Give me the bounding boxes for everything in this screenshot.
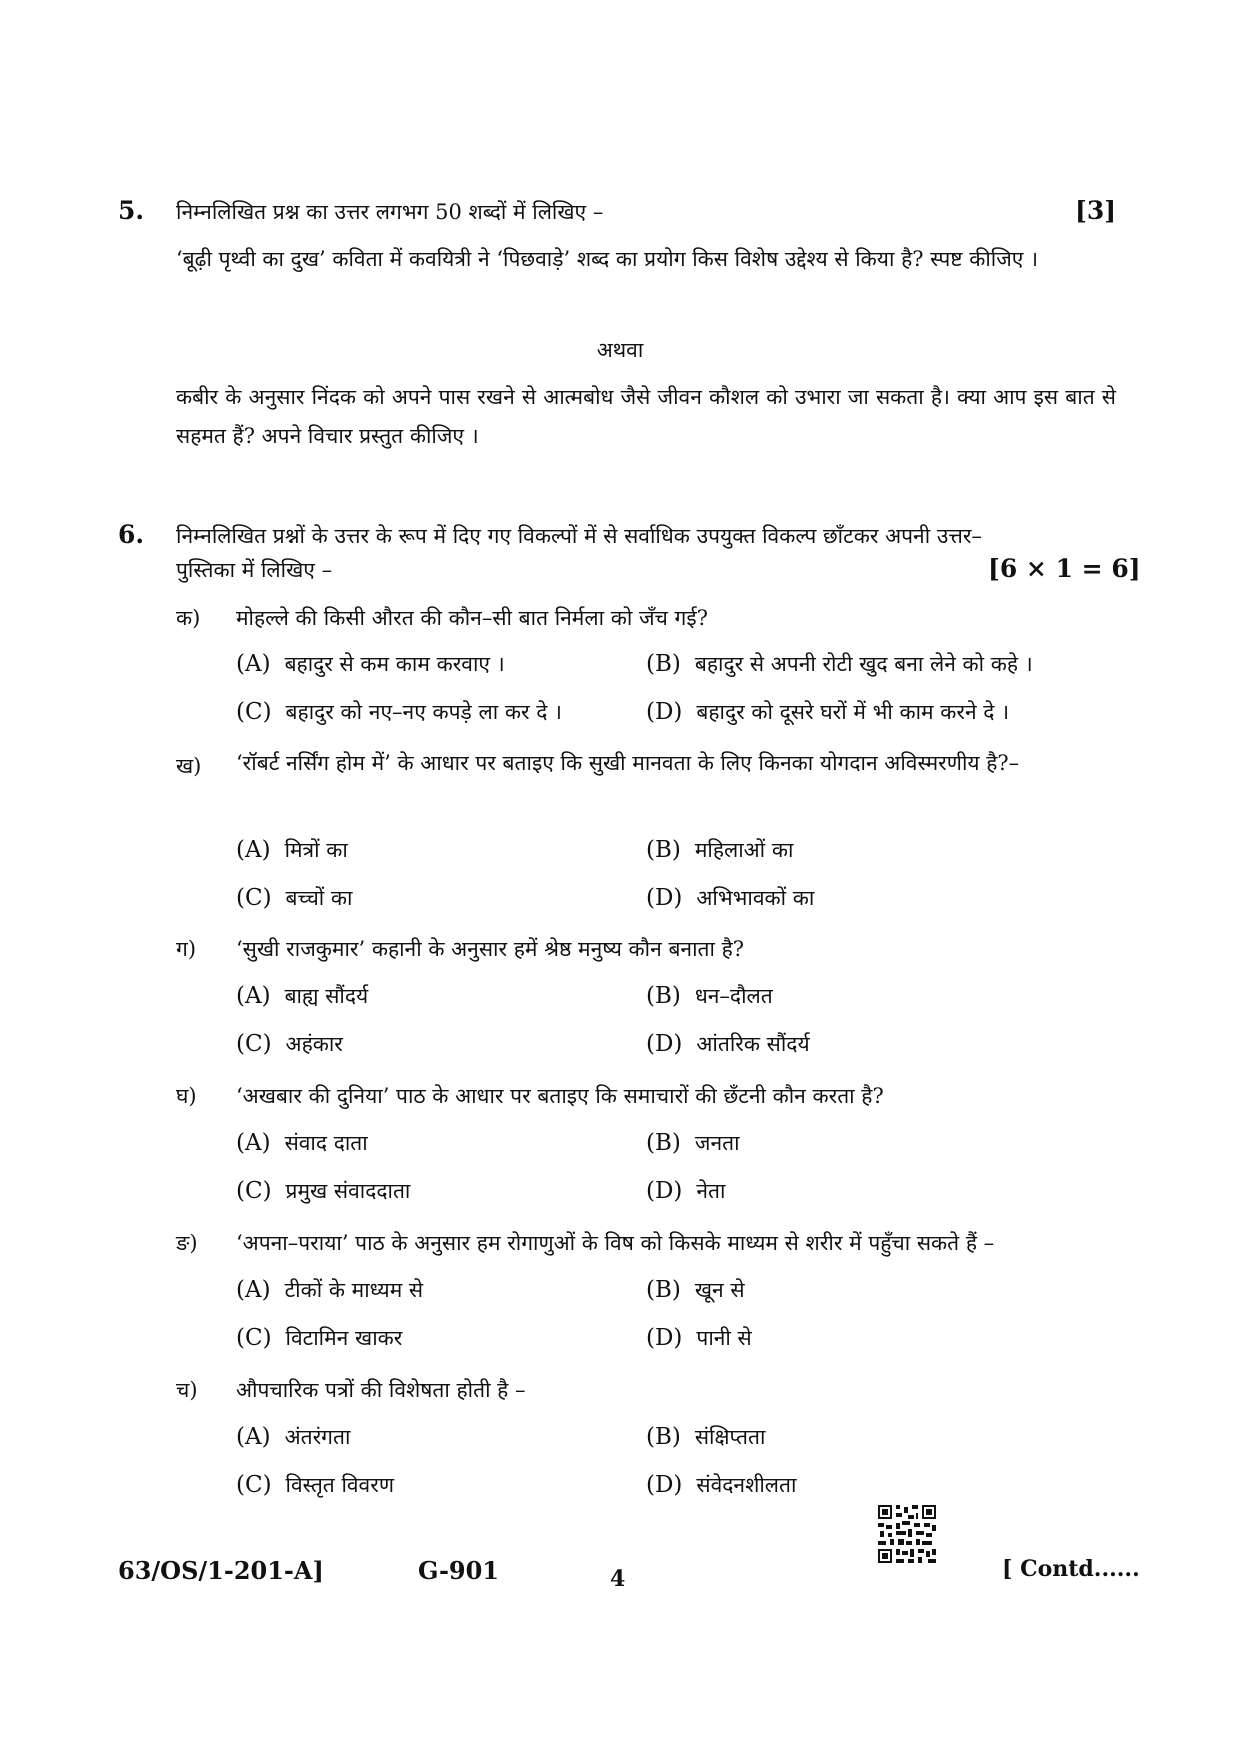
sub-question-text: ‘सुखी राजकुमार’ कहानी के अनुसार हमें श्रेष्ठ मनुष्य कौन बनाता है? <box>236 937 745 961</box>
question-5-alt-text: कबीर के अनुसार निंदक को अपने पास रखने से आत्मबोध जैसे जीवन कौशल को उभारा जा सकता है। क्या आप इस बात से सहमत हैं? अपने विचार प्रस्तुत कीजिए । <box>176 385 1116 448</box>
question-5-instruction: निम्नलिखित प्रश्न का उत्तर लगभग 50 शब्दों में लिखिए – <box>176 200 604 224</box>
question-6-number: 6. <box>118 520 145 549</box>
option-b: (B) महिलाओं का <box>646 837 794 863</box>
sub-question-label: ख) <box>176 754 202 778</box>
question-6-instruction-line2: पुस्तिका में लिखिए – <box>176 558 333 582</box>
option-b: (B) बहादुर से अपनी रोटी खुद बना लेने को कहे । <box>646 651 1033 677</box>
option-a: (A) बहादुर से कम काम करवाए । <box>236 651 505 677</box>
continued-label: [ Contd...... <box>1002 1556 1140 1582</box>
sub-question-label: च) <box>176 1378 198 1402</box>
option-c: (C) विस्तृत विवरण <box>236 1472 395 1498</box>
option-d: (D) अभिभावकों का <box>646 885 815 911</box>
option-d: (D) नेता <box>646 1178 726 1204</box>
option-d: (D) संवेदनशीलता <box>646 1472 797 1498</box>
sub-question-text: ‘अपना–पराया’ पाठ के अनुसार हम रोगाणुओं के विष को किसके माध्यम से शरीर में पहुँचा सकते हैं – <box>236 1231 995 1255</box>
sub-question-text: ‘रॉबर्ट नर्सिंग होम में’ के आधार पर बताइए कि सुखी मानवता के लिए किनका योगदान अविस्मरणीय है?– <box>236 751 1020 775</box>
sub-question-label: घ) <box>176 1084 197 1108</box>
page-number: 4 <box>610 1566 626 1592</box>
sub-question-label: क) <box>176 606 201 630</box>
option-c: (C) विटामिन खाकर <box>236 1325 403 1351</box>
option-c: (C) बहादुर को नए–नए कपड़े ला कर दे । <box>236 699 562 725</box>
sub-question-label: ङ) <box>176 1231 198 1255</box>
question-6-instruction-line1: निम्नलिखित प्रश्नों के उत्तर के रूप में दिए गए विकल्पों में से सर्वाधिक उपयुक्त विकल्प छाँटकर अपनी उत्तर– <box>176 524 982 548</box>
option-d: (D) आंतरिक सौंदर्य <box>646 1031 810 1057</box>
set-code: G-901 <box>418 1556 499 1585</box>
option-c: (C) अहंकार <box>236 1031 343 1057</box>
question-5-text: ‘बूढ़ी पृथ्वी का दुख’ कविता में कवयित्री ने ‘पिछवाड़े’ शब्द का प्रयोग किस विशेष उद्देश्य से किया है? स्पष्ट कीजिए । <box>176 247 1039 271</box>
sub-question-text: औपचारिक पत्रों की विशेषता होती है – <box>236 1378 526 1402</box>
sub-question-label: ग) <box>176 937 197 961</box>
sub-question-text: मोहल्ले की किसी औरत की कौन–सी बात निर्मला को जँच गई? <box>236 606 708 630</box>
option-c: (C) प्रमुख संवाददाता <box>236 1178 411 1204</box>
paper-code: 63/OS/1-201-A] <box>118 1556 324 1585</box>
sub-question-text: ‘अखबार की दुनिया’ पाठ के आधार पर बताइए कि समाचारों की छँटनी कौन करता है? <box>236 1084 884 1108</box>
question-6-marks: [6 × 1 = 6] <box>988 554 1141 583</box>
option-d: (D) पानी से <box>646 1325 752 1351</box>
option-a: (A) बाह्य सौंदर्य <box>236 983 369 1009</box>
option-a: (A) टीकों के माध्यम से <box>236 1277 424 1303</box>
qr-code-icon <box>878 1505 936 1563</box>
option-b: (B) जनता <box>646 1130 740 1156</box>
option-c: (C) बच्चों का <box>236 885 353 911</box>
option-b: (B) धन–दौलत <box>646 983 773 1009</box>
question-5-marks: [3] <box>1075 196 1117 225</box>
option-d: (D) बहादुर को दूसरे घरों में भी काम करने दे । <box>646 699 1010 725</box>
question-5-number: 5. <box>118 196 145 225</box>
option-b: (B) खून से <box>646 1277 745 1303</box>
option-a: (A) मित्रों का <box>236 837 348 863</box>
option-a: (A) संवाद दाता <box>236 1130 368 1156</box>
option-a: (A) अंतरंगता <box>236 1424 351 1450</box>
or-label: अथवा <box>596 338 644 362</box>
option-b: (B) संक्षिप्तता <box>646 1424 766 1450</box>
